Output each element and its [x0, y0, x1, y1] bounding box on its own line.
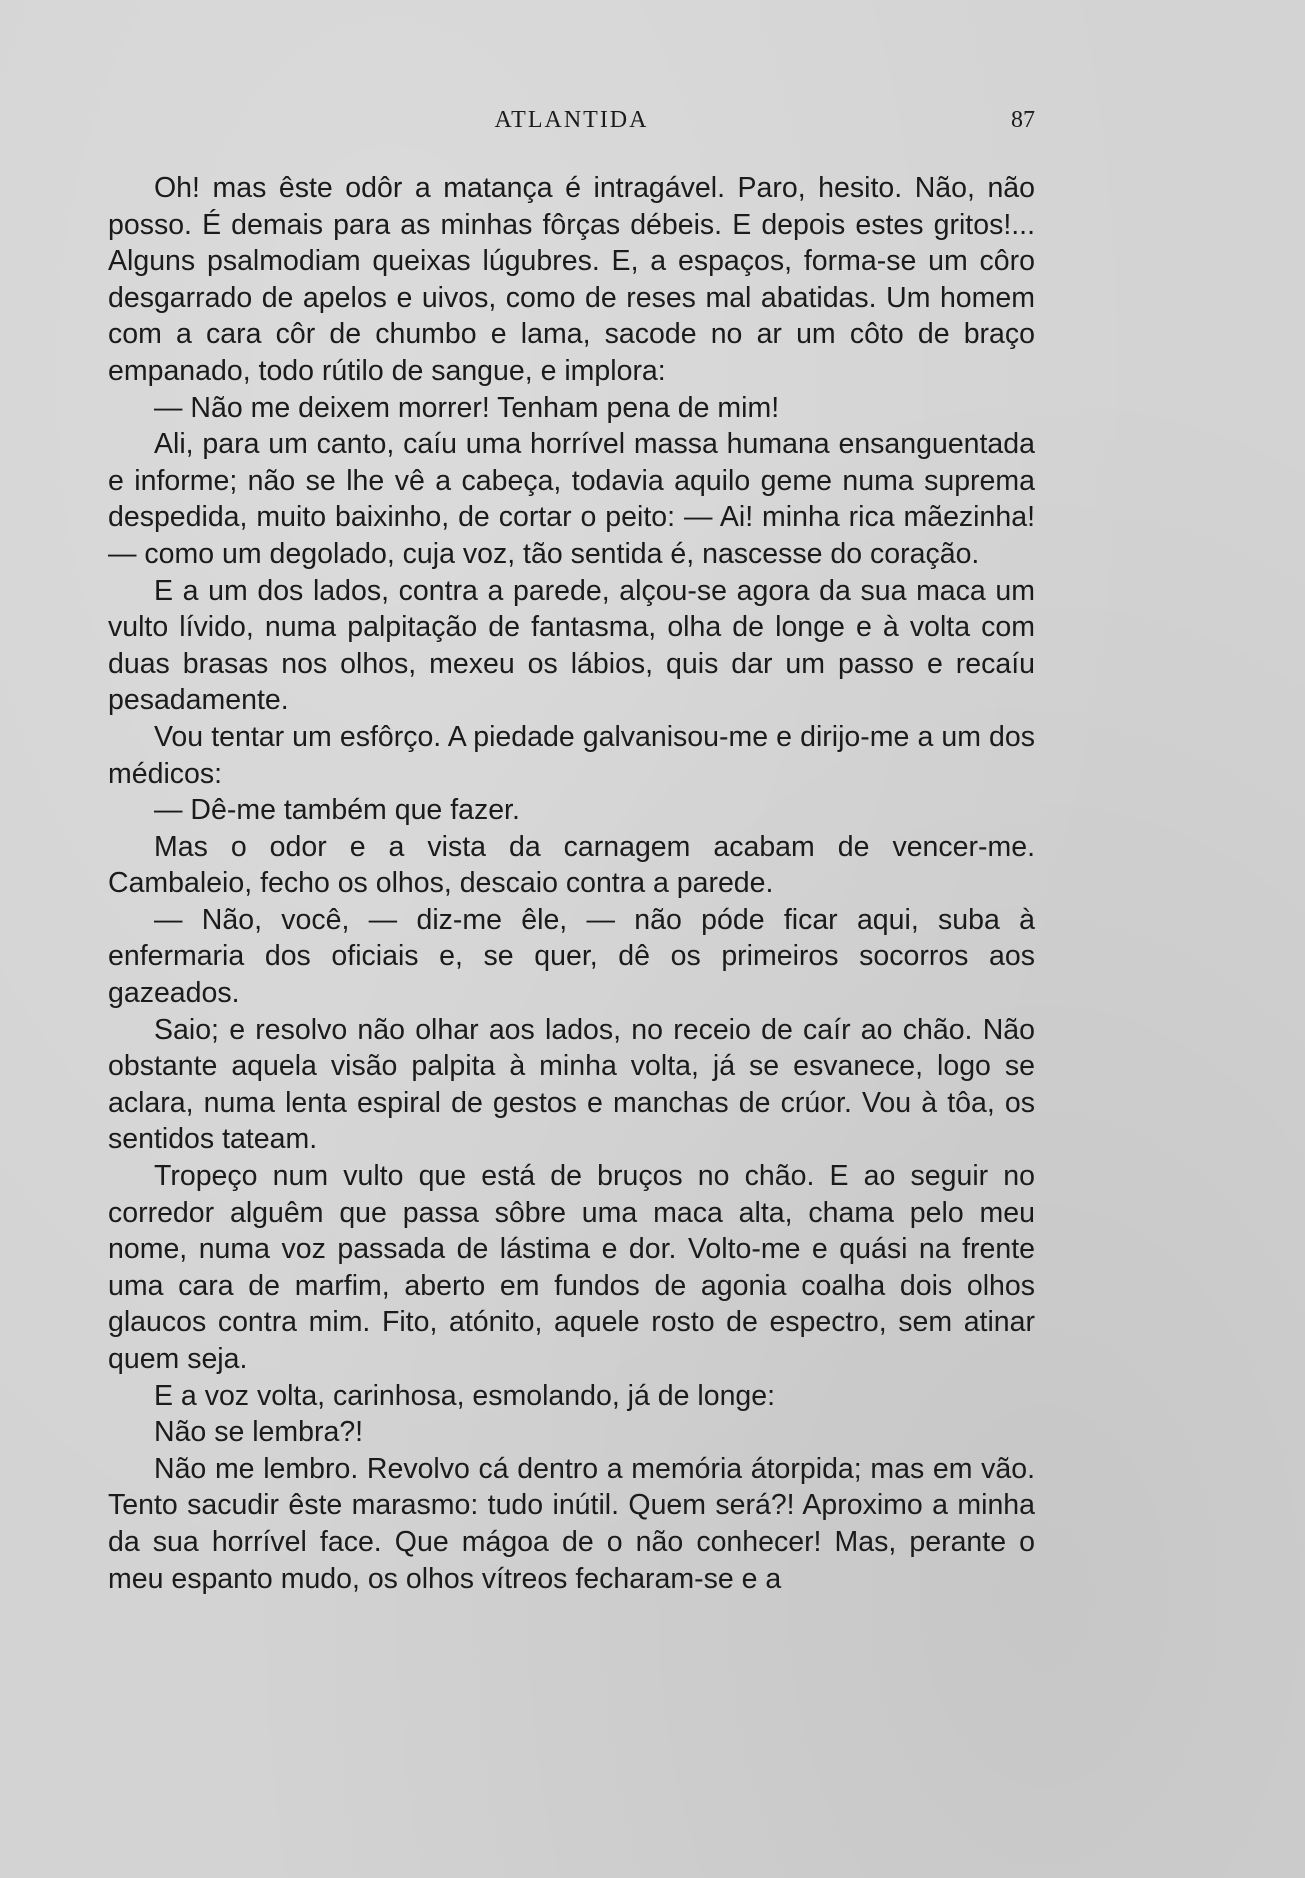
dialogue-line: — Dê-me também que fazer.: [154, 794, 520, 827]
dialogue-line: — Não, você, — diz-me êle, — não póde ficar aqui, suba à enfermaria dos oficiais e, se quer, dê os primeiros socorros aos gazeados.: [108, 903, 1035, 1010]
body-text: [108, 170, 1035, 1597]
paragraph: Oh! mas êste odôr a matança é intragável. Paro, hesito. Não, não posso. É demais para as minhas fôrças débeis. E depois estes gritos!... Alguns psalmodiam queixas lúgubres. E, a espaços, forma-se um côro desgarrado de apelos e uivos, como de reses mal abatidas. Um homem com a cara côr de chumbo e lama, sacode no ar um côto de braço empanado, todo rútilo de sangue, e implora:: [108, 172, 1035, 387]
running-title: ATLANTIDA: [494, 107, 649, 133]
dialogue-line: — Não me deixem morrer! Tenham pena de mim!: [154, 391, 780, 424]
paragraph: Mas o odor e a vista da carnagem acabam de vencer-me. Cambaleio, fecho os olhos, descaio contra a parede.: [108, 830, 1035, 900]
page-header: [108, 107, 1035, 137]
paragraph: Não me lembro. Revolvo cá dentro a memória átorpida; mas em vão. Tento sacudir êste marasmo: tudo inútil. Quem será?! Aproximo a minha da sua horrível face. Que mágoa de o não conhecer! Mas, perante o meu espanto mudo, os olhos vítreos fecharam-se e a: [108, 1452, 1035, 1595]
paragraph: Saio; e resolvo não olhar aos lados, no receio de caír ao chão. Não obstante aquela visão palpita à minha volta, já se esvanece, logo se aclara, numa lenta espiral de gestos e manchas de crúor. Vou à tôa, os sentidos tateam.: [108, 1013, 1035, 1156]
paragraph: E a voz volta, carinhosa, esmolando, já de longe:: [154, 1379, 776, 1412]
paragraph: E a um dos lados, contra a parede, alçou-se agora da sua maca um vulto lívido, numa palpitação de fantasma, olha de longe e à volta com duas brasas nos olhos, mexeu os lábios, quis dar um passo e recaíu pesadamente.: [108, 574, 1035, 717]
paragraph: Vou tentar um esfôrço. A piedade galvanisou-me e dirijo-me a um dos médicos:: [108, 720, 1035, 790]
paragraph: Tropeço num vulto que está de bruços no chão. E ao seguir no corredor alguêm que passa sôbre uma maca alta, chama pelo meu nome, numa voz passada de lástima e dor. Volto-me e quási na frente uma cara de marfim, aberto em fundos de agonia coalha dois olhos glaucos contra mim. Fito, atónito, aquele rosto de espectro, sem atinar quem seja.: [108, 1160, 1035, 1375]
dialogue-line: Não se lembra?!: [154, 1416, 364, 1449]
paragraph: Ali, para um canto, caíu uma horrível massa humana ensanguentada e informe; não se lhe vê a cabeça, todavia aquilo geme numa suprema despedida, muito baixinho, de cortar o peito: — Ai! minha rica mãezinha! — como um degolado, cuja voz, tão sentida é, nascesse do coração.: [108, 428, 1035, 570]
page-number: 87: [1011, 107, 1035, 133]
